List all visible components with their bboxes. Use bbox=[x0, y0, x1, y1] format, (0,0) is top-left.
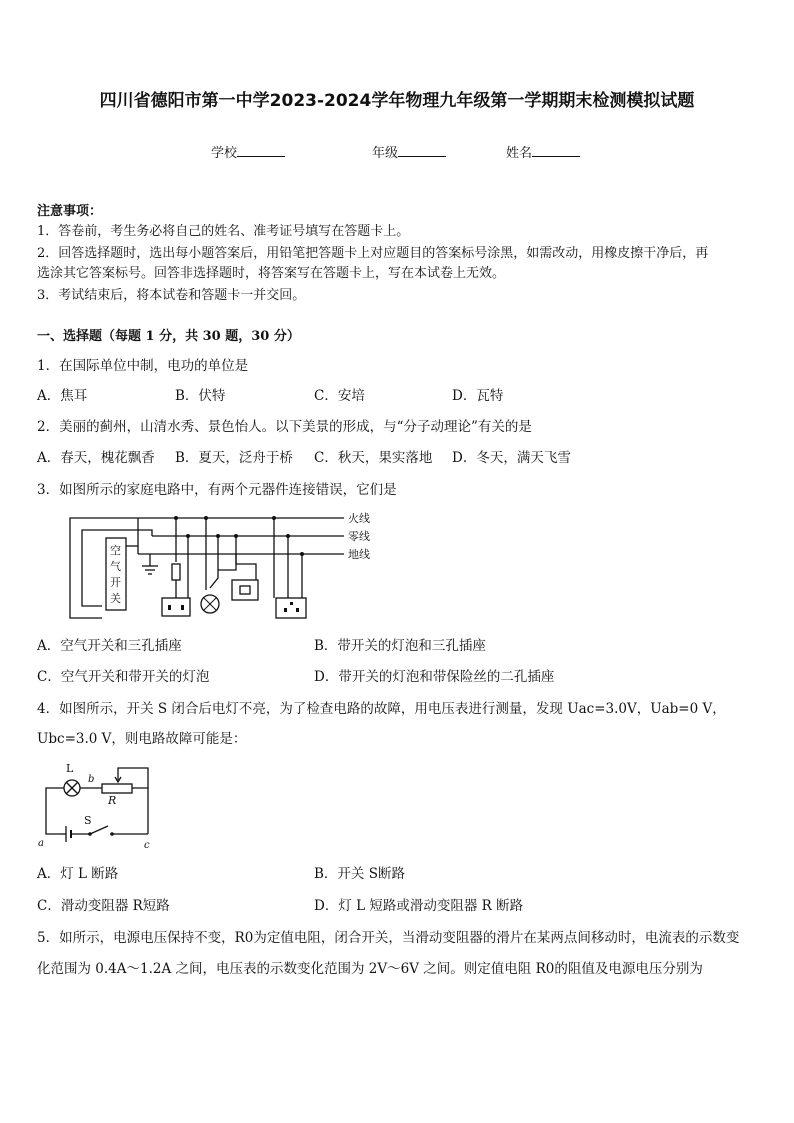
notice-item-3: 3．考试结束后，将本试卷和答题卡一并交回。 bbox=[37, 288, 306, 303]
q2-option-c[interactable]: C．秋天，果实落地 bbox=[314, 450, 433, 466]
q5-stem-line1: 5．如所示，电源电压保持不变，R0为定值电阻，闭合开关，当滑动变阻器的滑片在某两点间移动时，电流表的示数变 bbox=[37, 930, 740, 946]
q2-option-b[interactable]: B．夏天，泛舟于桥 bbox=[175, 450, 293, 466]
school-label: 学校 bbox=[211, 146, 238, 161]
notice-item-2-cont: 选涂其它答案标号。回答非选择题时，将答案写在答题卡上，写在本试卷上无效。 bbox=[37, 266, 506, 281]
q4-stem-line1: 4．如图所示，开关 S 闭合后电灯不亮，为了检查电路的故障，用电压表进行测量，发现 Uac=3.0V，Uab=0 V， bbox=[37, 701, 726, 717]
three-hole-socket bbox=[276, 598, 306, 618]
q3-stem: 3．如图所示的家庭电路中，有两个元器件连接错误，它们是 bbox=[37, 482, 397, 498]
q4-circuit-diagram bbox=[36, 758, 166, 850]
ground-wire-label: 地线 bbox=[348, 548, 370, 561]
school-field[interactable] bbox=[211, 142, 285, 161]
q2-stem: 2．美丽的蓟州，山清水秀、景色怡人。以下美景的形成，与“分子动理论”有关的是 bbox=[37, 419, 532, 435]
q4-option-a[interactable]: A．灯 L 断路 bbox=[37, 866, 119, 882]
q2-option-d[interactable]: D．冬天，满天飞雪 bbox=[452, 450, 571, 466]
q3-option-b[interactable]: B．带开关的灯泡和三孔插座 bbox=[314, 638, 486, 654]
q3-circuit-diagram bbox=[40, 508, 390, 624]
section-heading: 一、选择题（每题 1 分，共 30 题，30 分） bbox=[37, 329, 300, 344]
air-switch-label-3: 开 bbox=[110, 576, 121, 589]
fuse bbox=[172, 564, 180, 580]
notice-item-1: 1．答卷前，考生务必将自己的姓名、准考证号填写在答题卡上。 bbox=[37, 224, 410, 239]
switch-S bbox=[90, 826, 108, 834]
live-wire-label: 火线 bbox=[348, 512, 370, 525]
q4-option-d[interactable]: D．灯 L 短路或滑动变阻器 R 断路 bbox=[314, 898, 524, 914]
page-title: 四川省德阳市第一中学2023-2024学年物理九年级第一学期期末检测模拟试题 bbox=[99, 91, 695, 111]
rheostat-R bbox=[102, 784, 132, 793]
notice-item-2: 2．回答选择题时，选出每小题答案后，用铅笔把答题卡上对应题目的答案标号涂黑，如需改动，用橡皮擦干净后，再 bbox=[37, 246, 709, 261]
point-c-label: c bbox=[144, 840, 150, 850]
notice-heading: 注意事项： bbox=[37, 204, 103, 219]
q4-option-b[interactable]: B．开关 S断路 bbox=[314, 866, 405, 882]
name-field[interactable] bbox=[506, 142, 580, 161]
q3-option-d[interactable]: D．带开关的灯泡和带保险丝的二孔插座 bbox=[314, 669, 555, 685]
neutral-wire-label: 零线 bbox=[348, 530, 370, 543]
grade-label: 年级 bbox=[372, 146, 399, 161]
q1-option-a[interactable]: A．焦耳 bbox=[37, 388, 88, 404]
q3-option-c[interactable]: C．空气开关和带开关的灯泡 bbox=[37, 669, 210, 685]
two-hole-socket bbox=[162, 598, 190, 616]
q2-option-a[interactable]: A．春天，槐花飘香 bbox=[37, 450, 155, 466]
q1-option-d[interactable]: D．瓦特 bbox=[452, 388, 504, 404]
lamp-label: L bbox=[66, 762, 74, 775]
school-blank[interactable] bbox=[237, 144, 285, 157]
q4-stem-line2: Ubc=3.0 V，则电路故障可能是： bbox=[37, 731, 247, 747]
q1-option-c[interactable]: C．安培 bbox=[314, 388, 365, 404]
name-label: 姓名 bbox=[506, 146, 533, 161]
q3-option-a[interactable]: A．空气开关和三孔插座 bbox=[37, 638, 182, 654]
grade-field[interactable] bbox=[372, 142, 446, 161]
grade-blank[interactable] bbox=[398, 144, 446, 157]
lamp-switch-box bbox=[232, 580, 258, 600]
q1-stem: 1．在国际单位中制，电功的单位是 bbox=[37, 358, 249, 374]
q4-option-c[interactable]: C．滑动变阻器 R短路 bbox=[37, 898, 170, 914]
air-switch-label-1: 空 bbox=[110, 544, 121, 557]
q5-stem-line2: 化范围为 0.4A～1.2A 之间，电压表的示数变化范围为 2V～6V 之间。则定值电阻 R0的阻值及电源电压分别为 bbox=[37, 961, 703, 977]
point-b-label: b bbox=[88, 774, 95, 785]
q1-option-b[interactable]: B．伏特 bbox=[175, 388, 226, 404]
rheostat-label: R bbox=[108, 794, 117, 807]
switch-label: S bbox=[84, 814, 92, 827]
air-switch-label-4: 关 bbox=[110, 592, 121, 605]
name-blank[interactable] bbox=[532, 144, 580, 157]
point-a-label: a bbox=[38, 838, 44, 849]
air-switch-label-2: 气 bbox=[110, 560, 121, 573]
